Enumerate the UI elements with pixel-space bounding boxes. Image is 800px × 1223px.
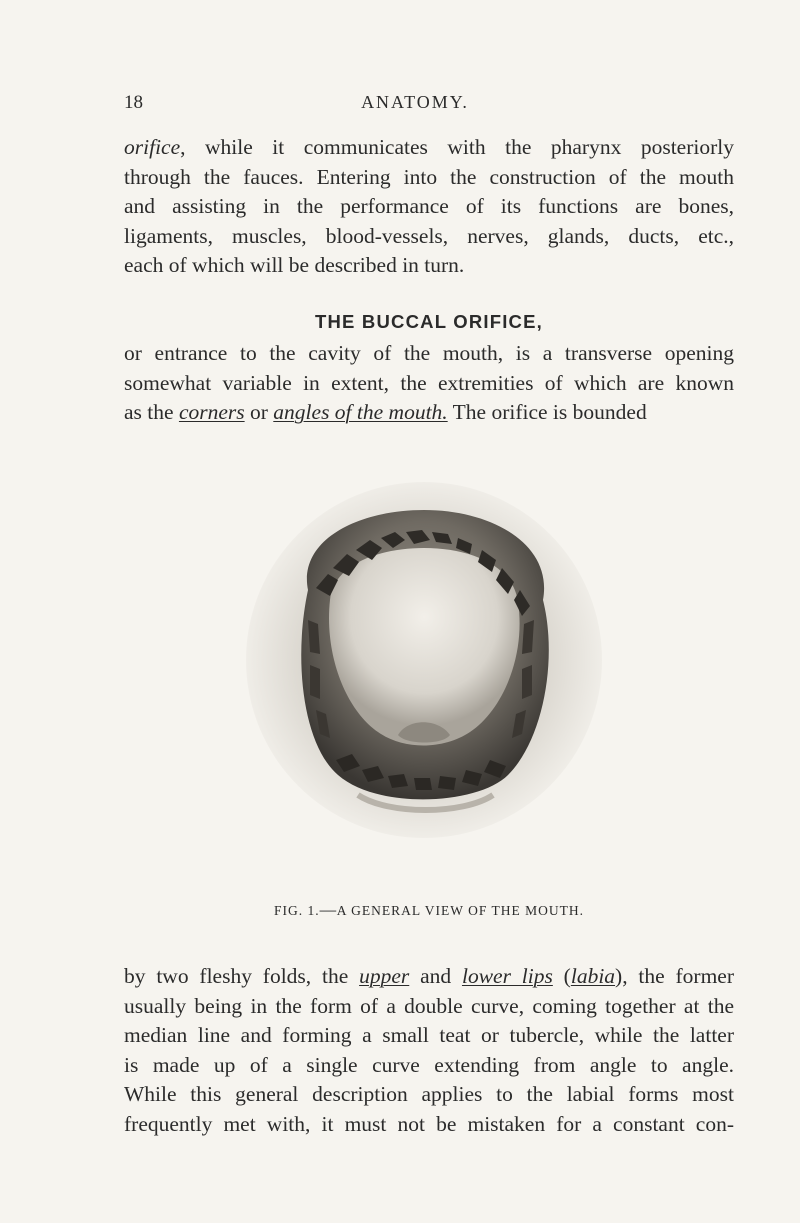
- text-line: While this general description applies to the labial forms most: [124, 1082, 734, 1106]
- paragraph-lips: [124, 962, 734, 1139]
- italic-term: lower lips: [461, 964, 553, 988]
- text-line: each of which will be described in turn.: [124, 253, 465, 277]
- italic-term: orifice: [124, 135, 181, 159]
- italic-term: corners: [178, 400, 245, 424]
- text-line: median line and forming a small teat or tubercle, while the latter: [124, 1023, 734, 1047]
- italic-term: upper: [359, 964, 410, 988]
- text-line: or entrance to the cavity of the mouth, is a transverse opening: [124, 341, 734, 365]
- figure-caption: FIG. 1.—A GENERAL VIEW OF THE MOUTH.: [274, 900, 584, 919]
- text-line: and assisting in the performance of its functions are bones,: [124, 194, 734, 218]
- figure-title: A GENERAL VIEW OF THE MOUTH.: [336, 903, 584, 918]
- italic-term: labia: [570, 964, 616, 988]
- text-line: somewhat variable in extent, the extremities of which are known: [124, 370, 734, 395]
- text-line: usually being in the form of a double curve, coming together at the: [124, 993, 734, 1018]
- running-head: ANATOMY.: [361, 92, 469, 112]
- section-heading: THE BUCCAL ORIFICE,: [314, 311, 544, 332]
- text-line: through the fauces. Entering into the construction of the mouth: [124, 164, 734, 189]
- text-line: frequently met with, it must not be mistaken for a constant con-: [124, 1111, 734, 1136]
- paragraph-buccal-orifice: [124, 339, 734, 428]
- italic-term: angles of the mouth.: [273, 400, 448, 424]
- text-line: ligaments, muscles, blood-vessels, nerves, glands, ducts, etc.,: [124, 223, 734, 248]
- text-line: is made up of a single curve extending from angle to angle.: [124, 1052, 734, 1077]
- figure-label: FIG. 1.: [274, 903, 320, 918]
- mouth-illustration: [238, 470, 610, 842]
- text-line: by two fleshy folds, the upper and lower lips (labia), the former: [124, 964, 735, 988]
- page-number: 18: [124, 92, 143, 113]
- page-header: [124, 92, 706, 118]
- text-line: orifice, while it communicates with the pharynx posteriorly: [124, 135, 734, 159]
- text-line: as the corners or angles of the mouth. The orifice is bounded: [124, 400, 647, 424]
- paragraph-intro: [124, 133, 734, 281]
